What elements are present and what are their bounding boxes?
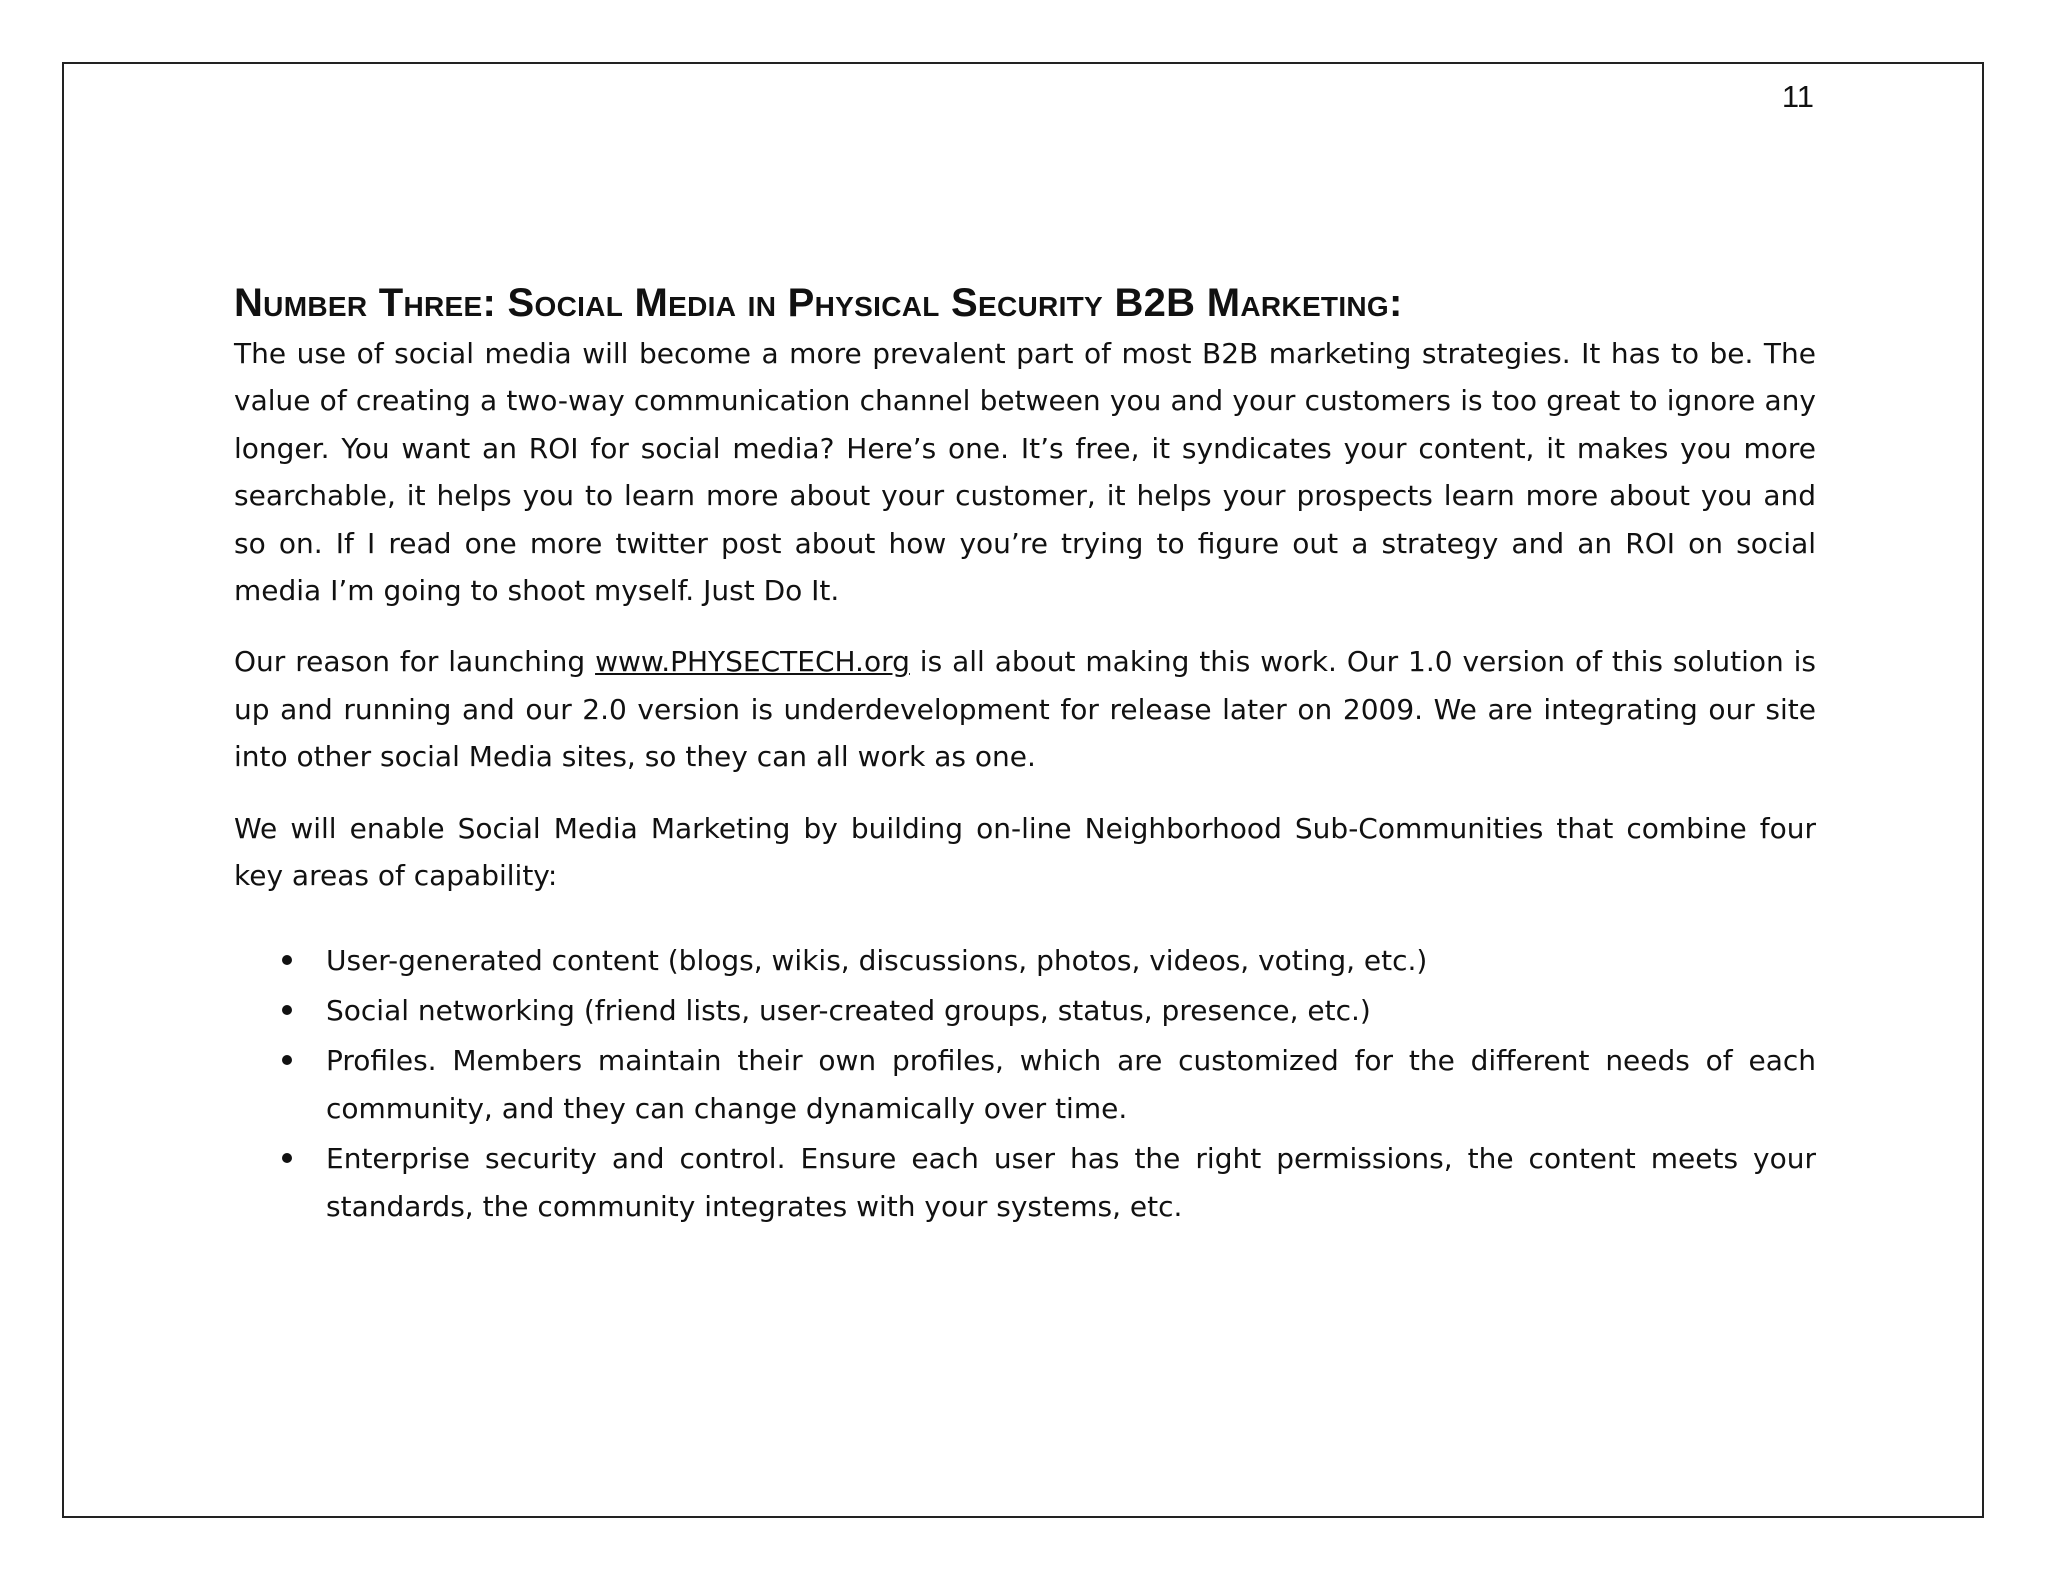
bullet-icon — [282, 1153, 292, 1163]
page-content — [234, 278, 1816, 1233]
list-item — [234, 1135, 1816, 1231]
list-item-text: User-generated content (blogs, wikis, discussions, photos, videos, voting, etc.) — [326, 944, 1428, 978]
paragraph-capabilities-intro: We will enable Social Media Marketing by building on-line Neighborhood Sub-Communities that combine four key areas of capability: — [234, 811, 1816, 893]
bullet-icon — [282, 1055, 292, 1065]
list-item-text: Social networking (friend lists, user-created groups, status, presence, etc.) — [326, 994, 1371, 1028]
page-number: 11 — [1781, 79, 1814, 114]
list-item — [234, 987, 1816, 1035]
list-item-text: Enterprise security and control. Ensure each user has the right permissions, the content meets your standards, the community integrates with your systems, etc. — [326, 1142, 1816, 1224]
paragraph-text-before-link: Our reason for launching — [234, 645, 596, 679]
paragraph-physectech-launch — [234, 638, 1816, 780]
capability-list — [234, 937, 1816, 1231]
bullet-icon — [282, 1005, 292, 1015]
paragraph-social-media-roi: The use of social media will become a more prevalent part of most B2B marketing strategies. It has to be. The value of creating a two-way communication channel between you and your customers is too great to ignore any longer. You want an ROI for social media? Here’s one. It’s free, it syndicates your content, it makes you more searchable, it helps you to learn more about your customer, it helps your prospects learn more about you and so on. If I read one more twitter post about how you’re trying to figure out a strategy and an ROI on social media I’m going to shoot myself. Just Do It. — [234, 337, 1816, 608]
list-item — [234, 1037, 1816, 1133]
page-frame — [62, 62, 1984, 1518]
bullet-icon — [282, 955, 292, 965]
list-item-text: Profiles. Members maintain their own profiles, which are customized for the different needs of each community, and they can change dynamically over time. — [326, 1044, 1816, 1126]
physectech-link[interactable]: www.PHYSECTECH.org — [595, 645, 910, 679]
paragraph-text-after-link: is all about making this work. Our 1.0 version of this solution is up and running and our 2.0 version is underdevelopment for release later on 2009. We are integrating our site into other social Media sites, so they can all work as one. — [234, 645, 1817, 774]
section-heading: Number Three: Social Media in Physical Security B2B Marketing: — [234, 281, 1403, 325]
list-item — [234, 937, 1816, 985]
